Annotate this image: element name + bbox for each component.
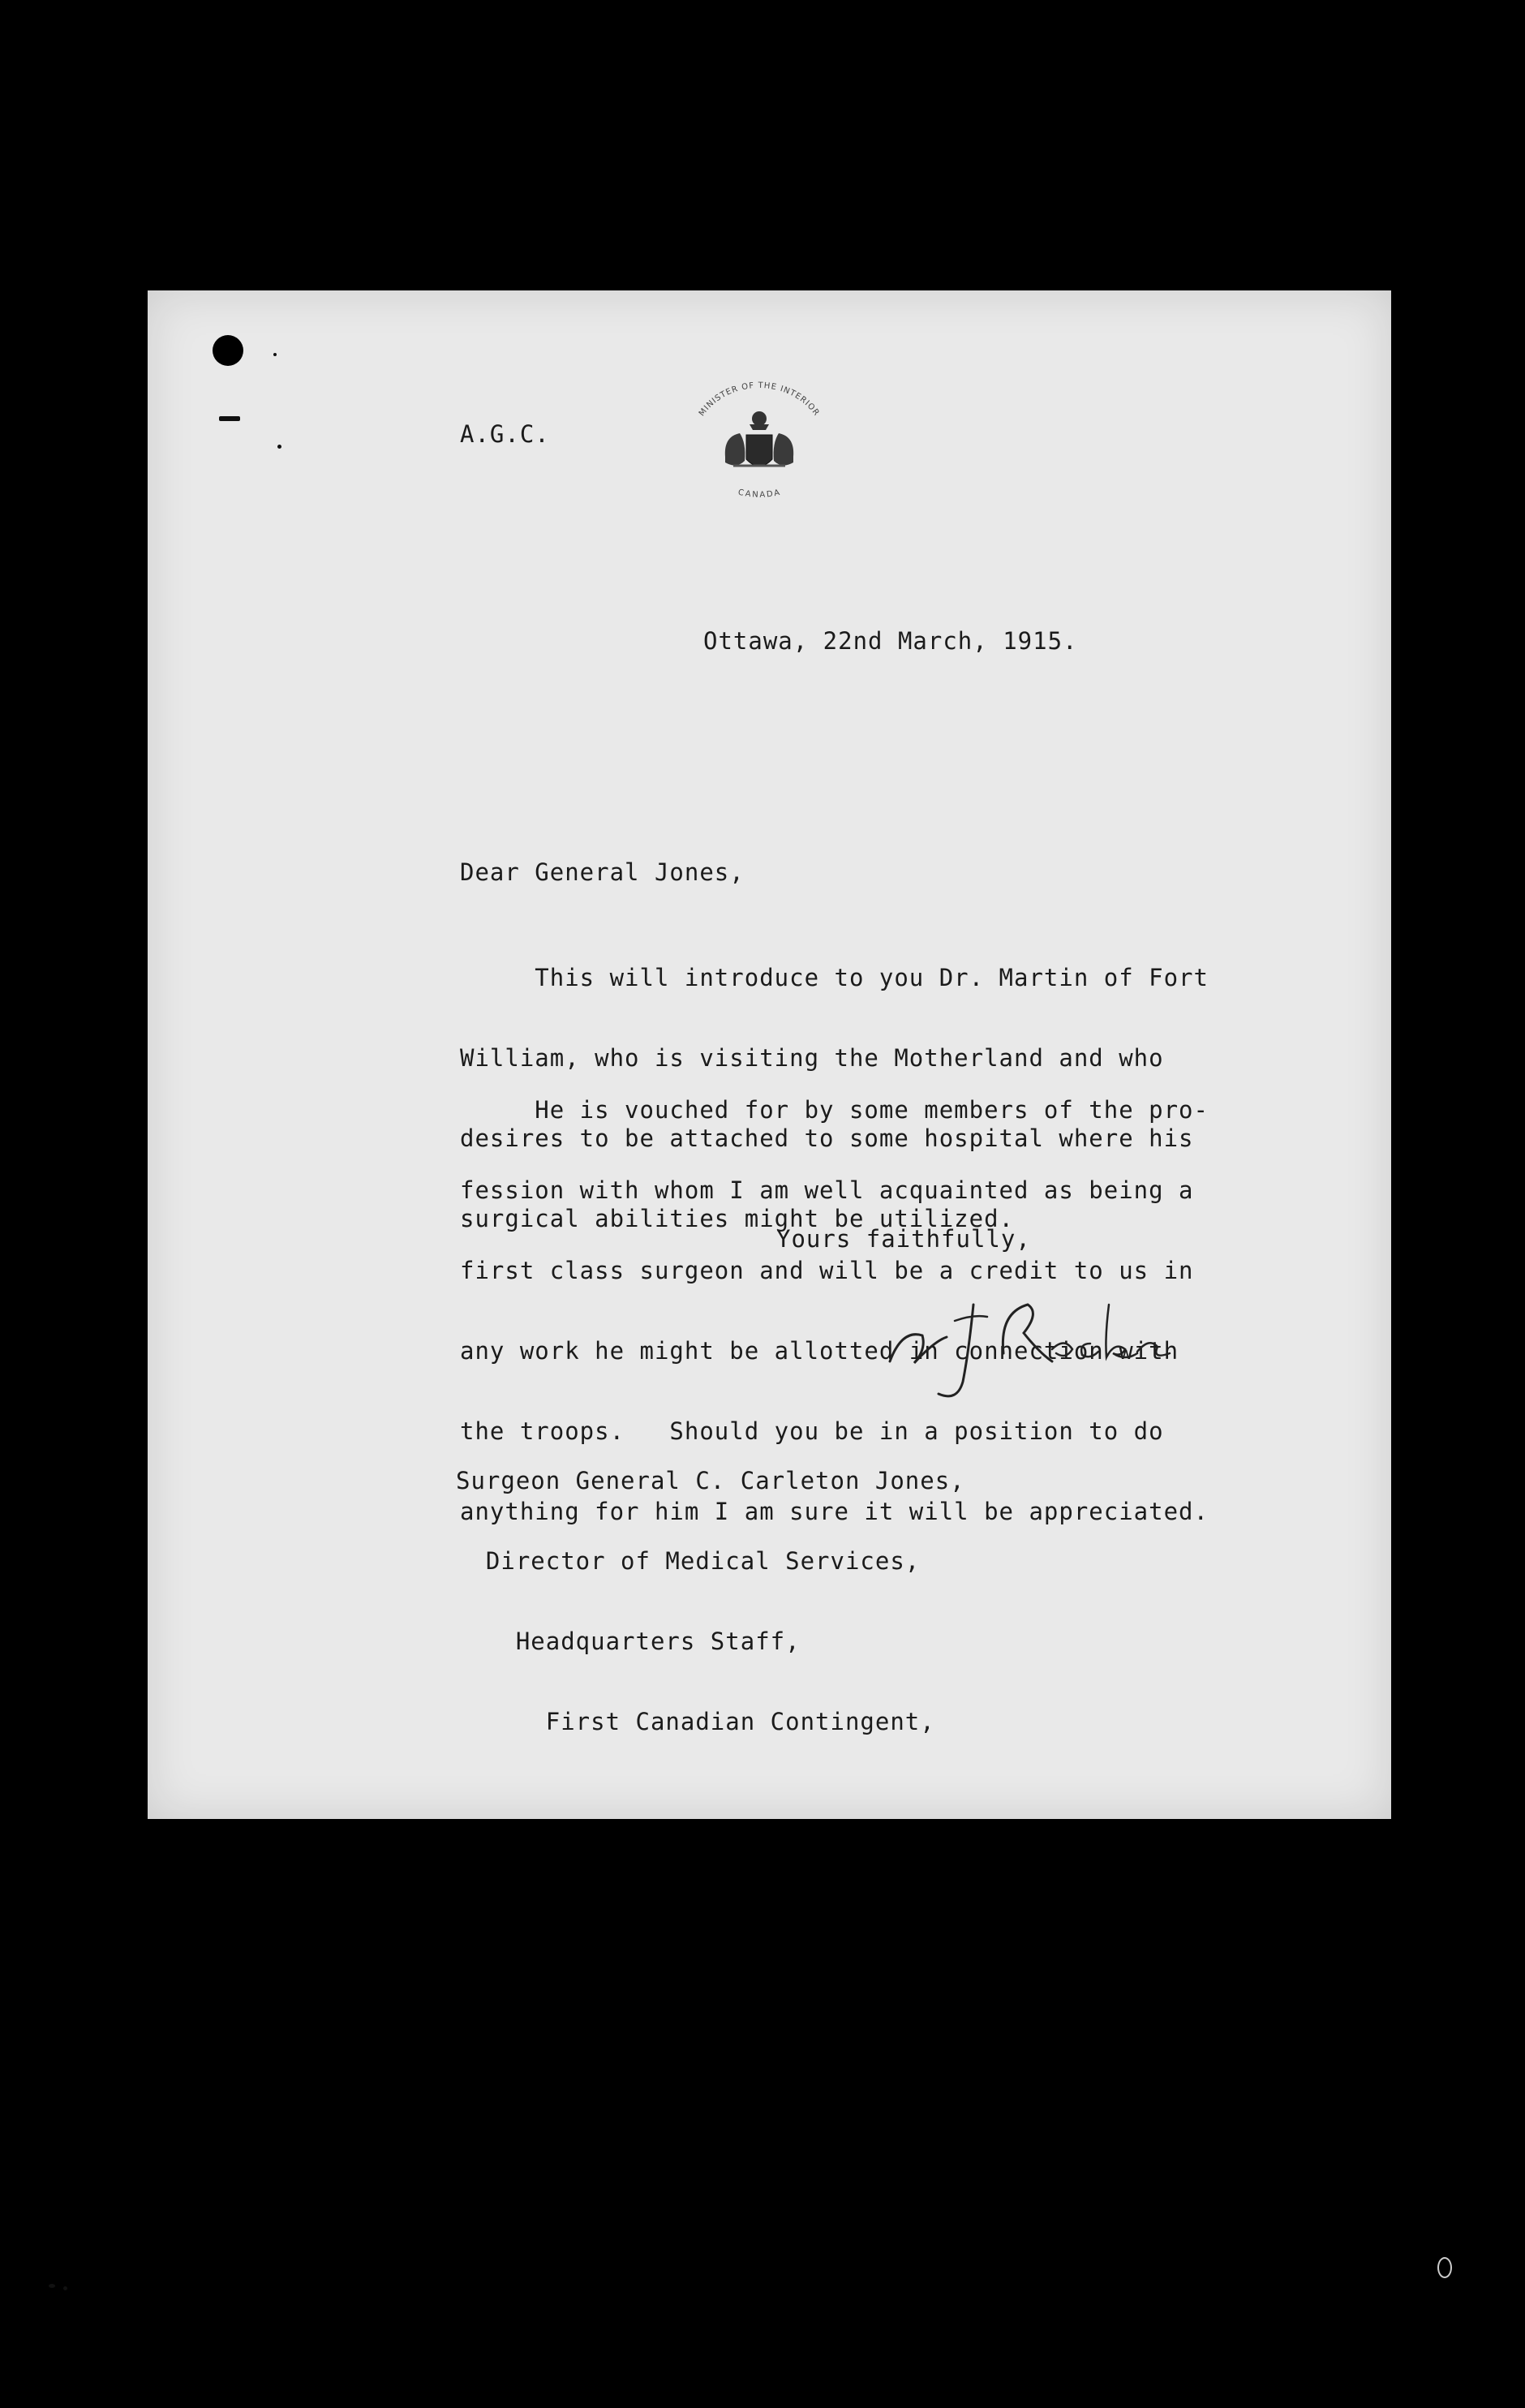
text-line: First Canadian Contingent, [456, 1708, 935, 1735]
scan-edge-mark [1437, 2257, 1452, 2278]
text-line: the troops. Should you be in a position to do [460, 1417, 1164, 1445]
svg-text:CANADA [737, 488, 782, 500]
scan-speck [49, 2284, 55, 2288]
royal-coat-of-arms-icon [677, 380, 843, 510]
ink-blot [213, 335, 243, 366]
text-line: Director of Medical Services, [456, 1547, 921, 1575]
text-line: fession with whom I am well acquainted as being a [460, 1176, 1194, 1204]
text-line: first class surgeon and will be a credit to us in [460, 1257, 1194, 1284]
text-line: Surgeon General C. Carleton Jones, [456, 1467, 965, 1494]
text-line: any work he might be allotted in connection with [460, 1337, 1179, 1365]
crest-bottom-text: CANADA [737, 488, 783, 500]
text-line: This will introduce to you Dr. Martin of Fort [460, 964, 1209, 991]
scan-speck [63, 2286, 67, 2290]
reference-initials: A.G.C. [460, 420, 550, 448]
text-line: surgical abilities might be utilized. [460, 1205, 1015, 1232]
letter-salutation: Dear General Jones, [460, 858, 745, 886]
crest-top-text: MINISTER OF THE INTERIOR [697, 381, 822, 419]
text-line: He is vouched for by some members of the pro- [460, 1096, 1209, 1124]
handwritten-signature [878, 1272, 1186, 1410]
letter-closing: Yours faithfully, [776, 1225, 1031, 1253]
addressee-block [456, 1414, 965, 1789]
text-line: desires to be attached to some hospital where his [460, 1124, 1194, 1152]
ink-dot [277, 445, 281, 449]
letter-sheet [148, 290, 1391, 1819]
letter-date: Ottawa, 22nd March, 1915. [703, 627, 1078, 655]
ink-dot [273, 353, 277, 356]
text-line: Headquarters Staff, [456, 1628, 801, 1655]
punch-hole-mark [63, 49, 96, 81]
text-line: William, who is visiting the Motherland and who [460, 1044, 1164, 1072]
text-line: anything for him I am sure it will be appreciated. [460, 1498, 1209, 1525]
ink-smudge [219, 416, 240, 421]
